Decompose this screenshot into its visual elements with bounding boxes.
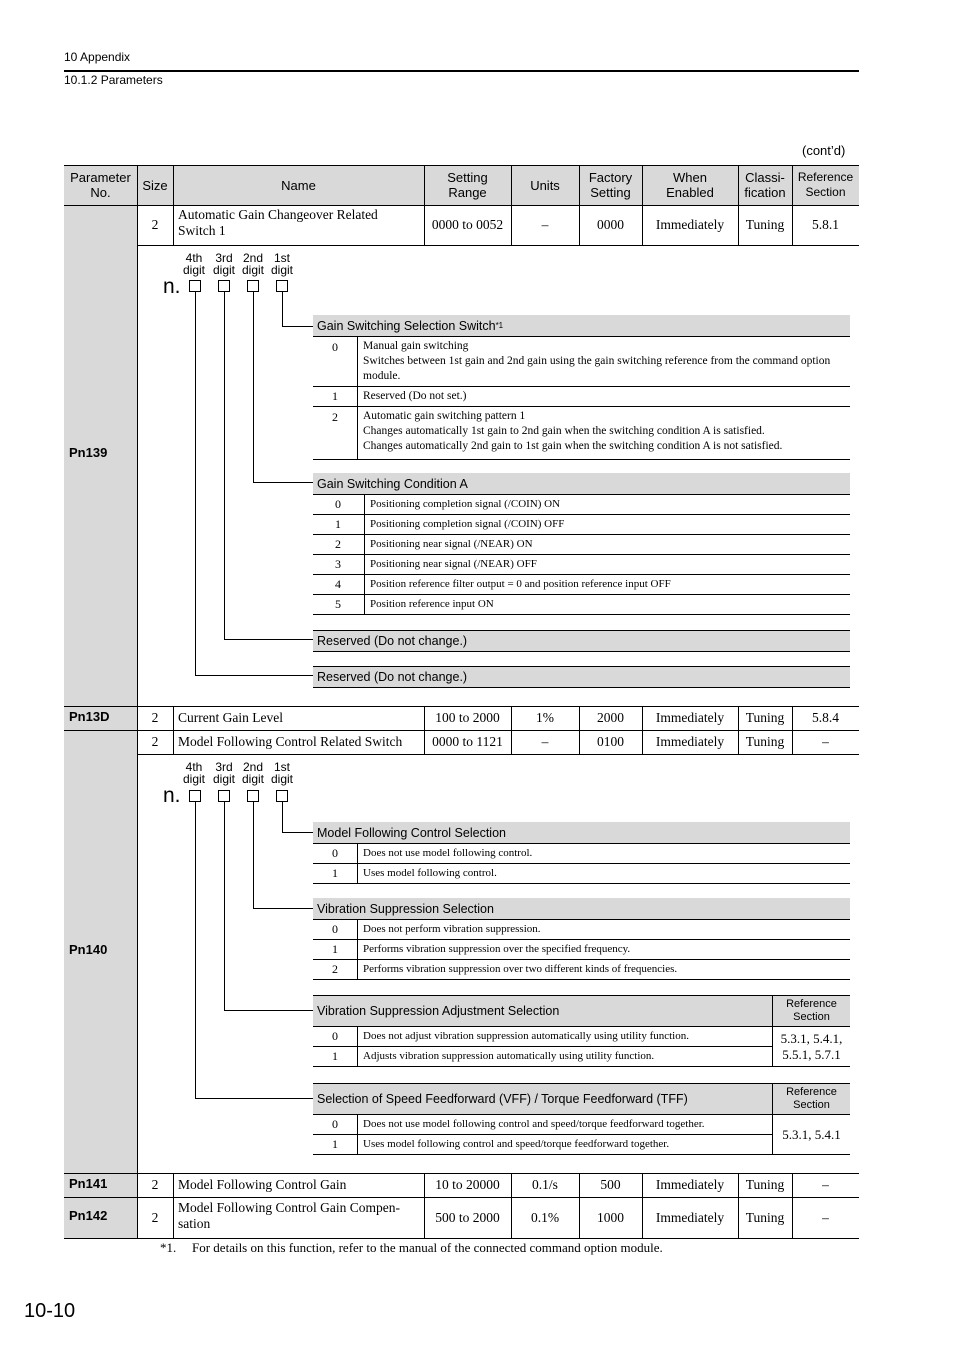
rule [357, 337, 358, 387]
option-desc: Uses model following control and speed/torque feedforward together. [363, 1138, 670, 1150]
option-value: 4 [335, 577, 341, 591]
rule [64, 1238, 859, 1239]
rule [64, 165, 859, 166]
option-desc: Position reference input ON [370, 598, 494, 610]
connector [195, 292, 196, 675]
list-item [313, 1115, 772, 1135]
model-following-selection-header: Model Following Control Selection [313, 822, 850, 844]
col-name: Name [281, 177, 316, 193]
option-desc: Positioning near signal (/NEAR) ON [370, 538, 533, 550]
vibration-adjustment-header: Vibration Suppression Adjustment Selection [313, 995, 850, 1027]
pn13d-range: 100 to 2000 [435, 710, 500, 725]
option-value: 1 [332, 1049, 338, 1063]
digit-1st-label: 1st digit [270, 251, 293, 277]
digit-1st-label: 1st digit [270, 760, 293, 786]
contd-label: (cont’d) [802, 143, 846, 158]
rule [364, 555, 365, 575]
rule [364, 515, 365, 535]
list-item [313, 535, 850, 555]
option-desc: Manual gain switching Switches between 1st gain and 2nd gain using the gain switching reference from the command option module. [363, 340, 831, 382]
connector [195, 1098, 313, 1099]
rule [357, 844, 358, 864]
connector [282, 292, 283, 326]
sec3-ref-head: Reference Section [772, 995, 850, 1027]
section-header: 10.1.2 Parameters [64, 73, 163, 87]
option-value: 0 [332, 340, 338, 354]
list-item [313, 1047, 772, 1067]
digit-2nd-label: 2nd digit [241, 251, 264, 277]
gain-switching-condition-header: Gain Switching Condition A [313, 473, 850, 495]
col-reference-section: Reference Section [797, 170, 854, 199]
option-value: 0 [332, 1029, 338, 1043]
connector [224, 1010, 313, 1011]
pn13d-classification: Tuning [745, 710, 785, 725]
rule [357, 1115, 358, 1135]
option-desc: Uses model following control. [363, 867, 497, 879]
pn140-classification: Tuning [745, 734, 785, 749]
digit-box-2nd [247, 280, 259, 292]
col-when-enabled: When Enabled [666, 170, 714, 200]
option-desc: Positioning completion signal (/COIN) OFF [370, 518, 565, 530]
rule [357, 960, 358, 980]
pn140-name: Model Following Control Related Switch [178, 734, 403, 749]
rule [357, 1027, 358, 1047]
pn13d-when: Immediately [655, 710, 725, 725]
pn140-when: Immediately [655, 734, 725, 749]
reserved-4th-header: Reserved (Do not change.) [313, 666, 850, 688]
pn141-range: 10 to 20000 [435, 1177, 500, 1192]
pn139-label: Pn139 [69, 445, 108, 460]
pn139-reference: 5.8.1 [812, 217, 839, 232]
connector [282, 832, 313, 833]
connector [253, 802, 254, 908]
pn13d-reference: 5.8.4 [812, 710, 839, 725]
connector [282, 326, 313, 327]
rule [173, 706, 174, 754]
pn140-size: 2 [151, 734, 159, 749]
list-item [313, 575, 850, 595]
pn141-label: Pn141 [69, 1176, 108, 1191]
pn141-factory: 500 [600, 1177, 621, 1192]
rule [364, 575, 365, 595]
pn140-units: – [541, 734, 549, 749]
n-prefix: n. [163, 275, 181, 298]
col-factory-setting: Factory Setting [588, 170, 633, 200]
pn13d-name: Current Gain Level [178, 710, 283, 725]
rule [137, 245, 859, 246]
list-item [313, 864, 850, 884]
n-prefix: n. [163, 784, 181, 807]
pn142-size: 2 [151, 1209, 159, 1225]
page-number: 10-10 [24, 1300, 76, 1322]
pn142-when: Immediately [655, 1209, 725, 1225]
option-desc: Reserved (Do not set.) [363, 390, 467, 402]
pn139-units: – [541, 217, 549, 232]
rule [357, 940, 358, 960]
pn141-classification: Tuning [745, 1177, 785, 1192]
list-item [313, 387, 850, 407]
footnote-text: For details on this function, refer to the manual of the connected command option module. [192, 1240, 663, 1255]
connector [195, 675, 313, 676]
list-item [313, 1135, 772, 1155]
connector [224, 639, 313, 640]
option-value: 1 [335, 517, 341, 531]
list-item [313, 595, 850, 615]
pn13d-label: Pn13D [69, 709, 110, 724]
digit-box-1st [276, 790, 288, 802]
rule [173, 165, 174, 245]
pn142-classification: Tuning [745, 1209, 785, 1225]
header-rule [64, 70, 859, 72]
pn142-name: Model Following Control Gain Compen- sation [178, 1200, 400, 1231]
list-item [313, 1027, 772, 1047]
rule [357, 387, 358, 407]
sec4-ref-value: 5.3.1, 5.4.1 [772, 1115, 850, 1155]
pn142-units: 0.1% [530, 1209, 560, 1225]
pn139-classification: Tuning [745, 217, 785, 232]
digit-box-3rd [218, 790, 230, 802]
sec3-ref-value: 5.3.1, 5.4.1, 5.5.1, 5.7.1 [772, 1027, 850, 1067]
chapter-header: 10 Appendix [64, 50, 131, 64]
connector [282, 802, 283, 832]
pn140-range: 0000 to 1121 [432, 734, 503, 749]
list-item [313, 495, 850, 515]
digit-4th-label: 4th digit [182, 760, 205, 786]
pn13d-size: 2 [151, 710, 159, 725]
pn140-reference: – [822, 734, 829, 749]
digit-3rd-label: 3rd digit [212, 251, 235, 277]
rule [357, 864, 358, 884]
col-param-no: Parameter No. [70, 170, 131, 200]
rule [357, 407, 358, 460]
connector [253, 482, 313, 483]
rule [364, 595, 365, 615]
digit-3rd-label: 3rd digit [212, 760, 235, 786]
option-value: 2 [332, 962, 338, 976]
option-value: 0 [335, 497, 341, 511]
digit-4th-label: 4th digit [182, 251, 205, 277]
rule [137, 754, 859, 755]
rule [173, 1173, 174, 1238]
rule [137, 165, 138, 1238]
digit-box-4th [189, 280, 201, 292]
option-value: 0 [332, 922, 338, 936]
digit-box-4th [189, 790, 201, 802]
digit-box-2nd [247, 790, 259, 802]
rule [357, 1135, 358, 1155]
pn141-size: 2 [151, 1177, 159, 1192]
option-value: 2 [335, 537, 341, 551]
option-value: 5 [335, 597, 341, 611]
option-desc: Does not use model following control. [363, 847, 533, 859]
list-item [313, 515, 850, 535]
connector [253, 292, 254, 482]
option-value: 0 [332, 1117, 338, 1131]
pn139-factory: 0000 [597, 217, 624, 232]
option-desc: Does not adjust vibration suppression automatically using utility function. [363, 1030, 689, 1042]
pn141-reference: – [822, 1177, 829, 1192]
pn141-when: Immediately [655, 1177, 725, 1192]
feedforward-selection-header: Selection of Speed Feedforward (VFF) / Torque Feedforward (TFF) [313, 1083, 850, 1115]
rule [357, 1047, 358, 1067]
footnote-mark: *1. [160, 1240, 177, 1255]
pn142-reference: – [822, 1209, 829, 1225]
pn139-name: Automatic Gain Changeover Related Switch 1 [178, 207, 378, 238]
option-value: 0 [332, 846, 338, 860]
sec4-ref-head: Reference Section [772, 1083, 850, 1115]
col-size: Size [142, 177, 168, 193]
connector [253, 908, 313, 909]
option-desc: Adjusts vibration suppression automatically using utility function. [363, 1050, 655, 1062]
option-value: 1 [332, 942, 338, 956]
list-item [313, 555, 850, 575]
pn139-size: 2 [151, 217, 159, 232]
option-value: 1 [332, 866, 338, 880]
connector [224, 802, 225, 1010]
pn13d-factory: 2000 [597, 710, 624, 725]
option-desc: Automatic gain switching pattern 1 Changes automatically 1st gain to 2nd gain when the switching condition A is satisfied. Changes automatically 2nd gain to 1st gain when the switching condition A is not satisfied. [363, 410, 783, 452]
list-item [313, 960, 850, 980]
option-desc: Positioning completion signal (/COIN) ON [370, 498, 561, 510]
option-value: 1 [332, 389, 338, 403]
option-desc: Does not use model following control and speed/torque feedforward together. [363, 1118, 705, 1130]
list-item [313, 844, 850, 864]
reserved-3rd-header: Reserved (Do not change.) [313, 630, 850, 652]
digit-box-1st [276, 280, 288, 292]
option-desc: Performs vibration suppression over two different kinds of frequencies. [363, 963, 678, 975]
col-setting-range: Setting Range [447, 170, 488, 200]
pn142-label: Pn142 [69, 1208, 108, 1223]
option-desc: Performs vibration suppression over the specified frequency. [363, 943, 631, 955]
option-desc: Does not perform vibration suppression. [363, 923, 541, 935]
rule [357, 920, 358, 940]
list-item [313, 940, 850, 960]
rule [364, 535, 365, 555]
digit-2nd-label: 2nd digit [241, 760, 264, 786]
list-item [313, 407, 850, 460]
pn141-name: Model Following Control Gain [178, 1177, 347, 1192]
connector [224, 292, 225, 639]
option-value: 2 [332, 410, 338, 424]
vibration-suppression-selection-header: Vibration Suppression Selection [313, 898, 850, 920]
digit-box-3rd [218, 280, 230, 292]
connector [195, 802, 196, 1098]
rule [364, 495, 365, 515]
pn140-label: Pn140 [69, 942, 108, 957]
pn139-range: 0000 to 0052 [431, 217, 504, 232]
option-value: 1 [332, 1137, 338, 1151]
list-item [313, 337, 850, 387]
col-units: Units [530, 177, 560, 193]
pn13d-units: 1% [536, 710, 554, 725]
pn141-units: 0.1/s [532, 1177, 558, 1192]
pn142-factory: 1000 [597, 1209, 624, 1225]
option-desc: Position reference filter output = 0 and position reference input OFF [370, 578, 671, 590]
pn139-when: Immediately [655, 217, 725, 232]
pn140-factory: 0100 [597, 734, 624, 749]
gain-switching-selection-header: Gain Switching Selection Switch *1 [313, 315, 850, 337]
list-item [313, 920, 850, 940]
pn142-range: 500 to 2000 [435, 1209, 500, 1225]
option-desc: Positioning near signal (/NEAR) OFF [370, 558, 537, 570]
col-classification: Classi- fication [744, 170, 786, 200]
option-value: 3 [335, 557, 341, 571]
